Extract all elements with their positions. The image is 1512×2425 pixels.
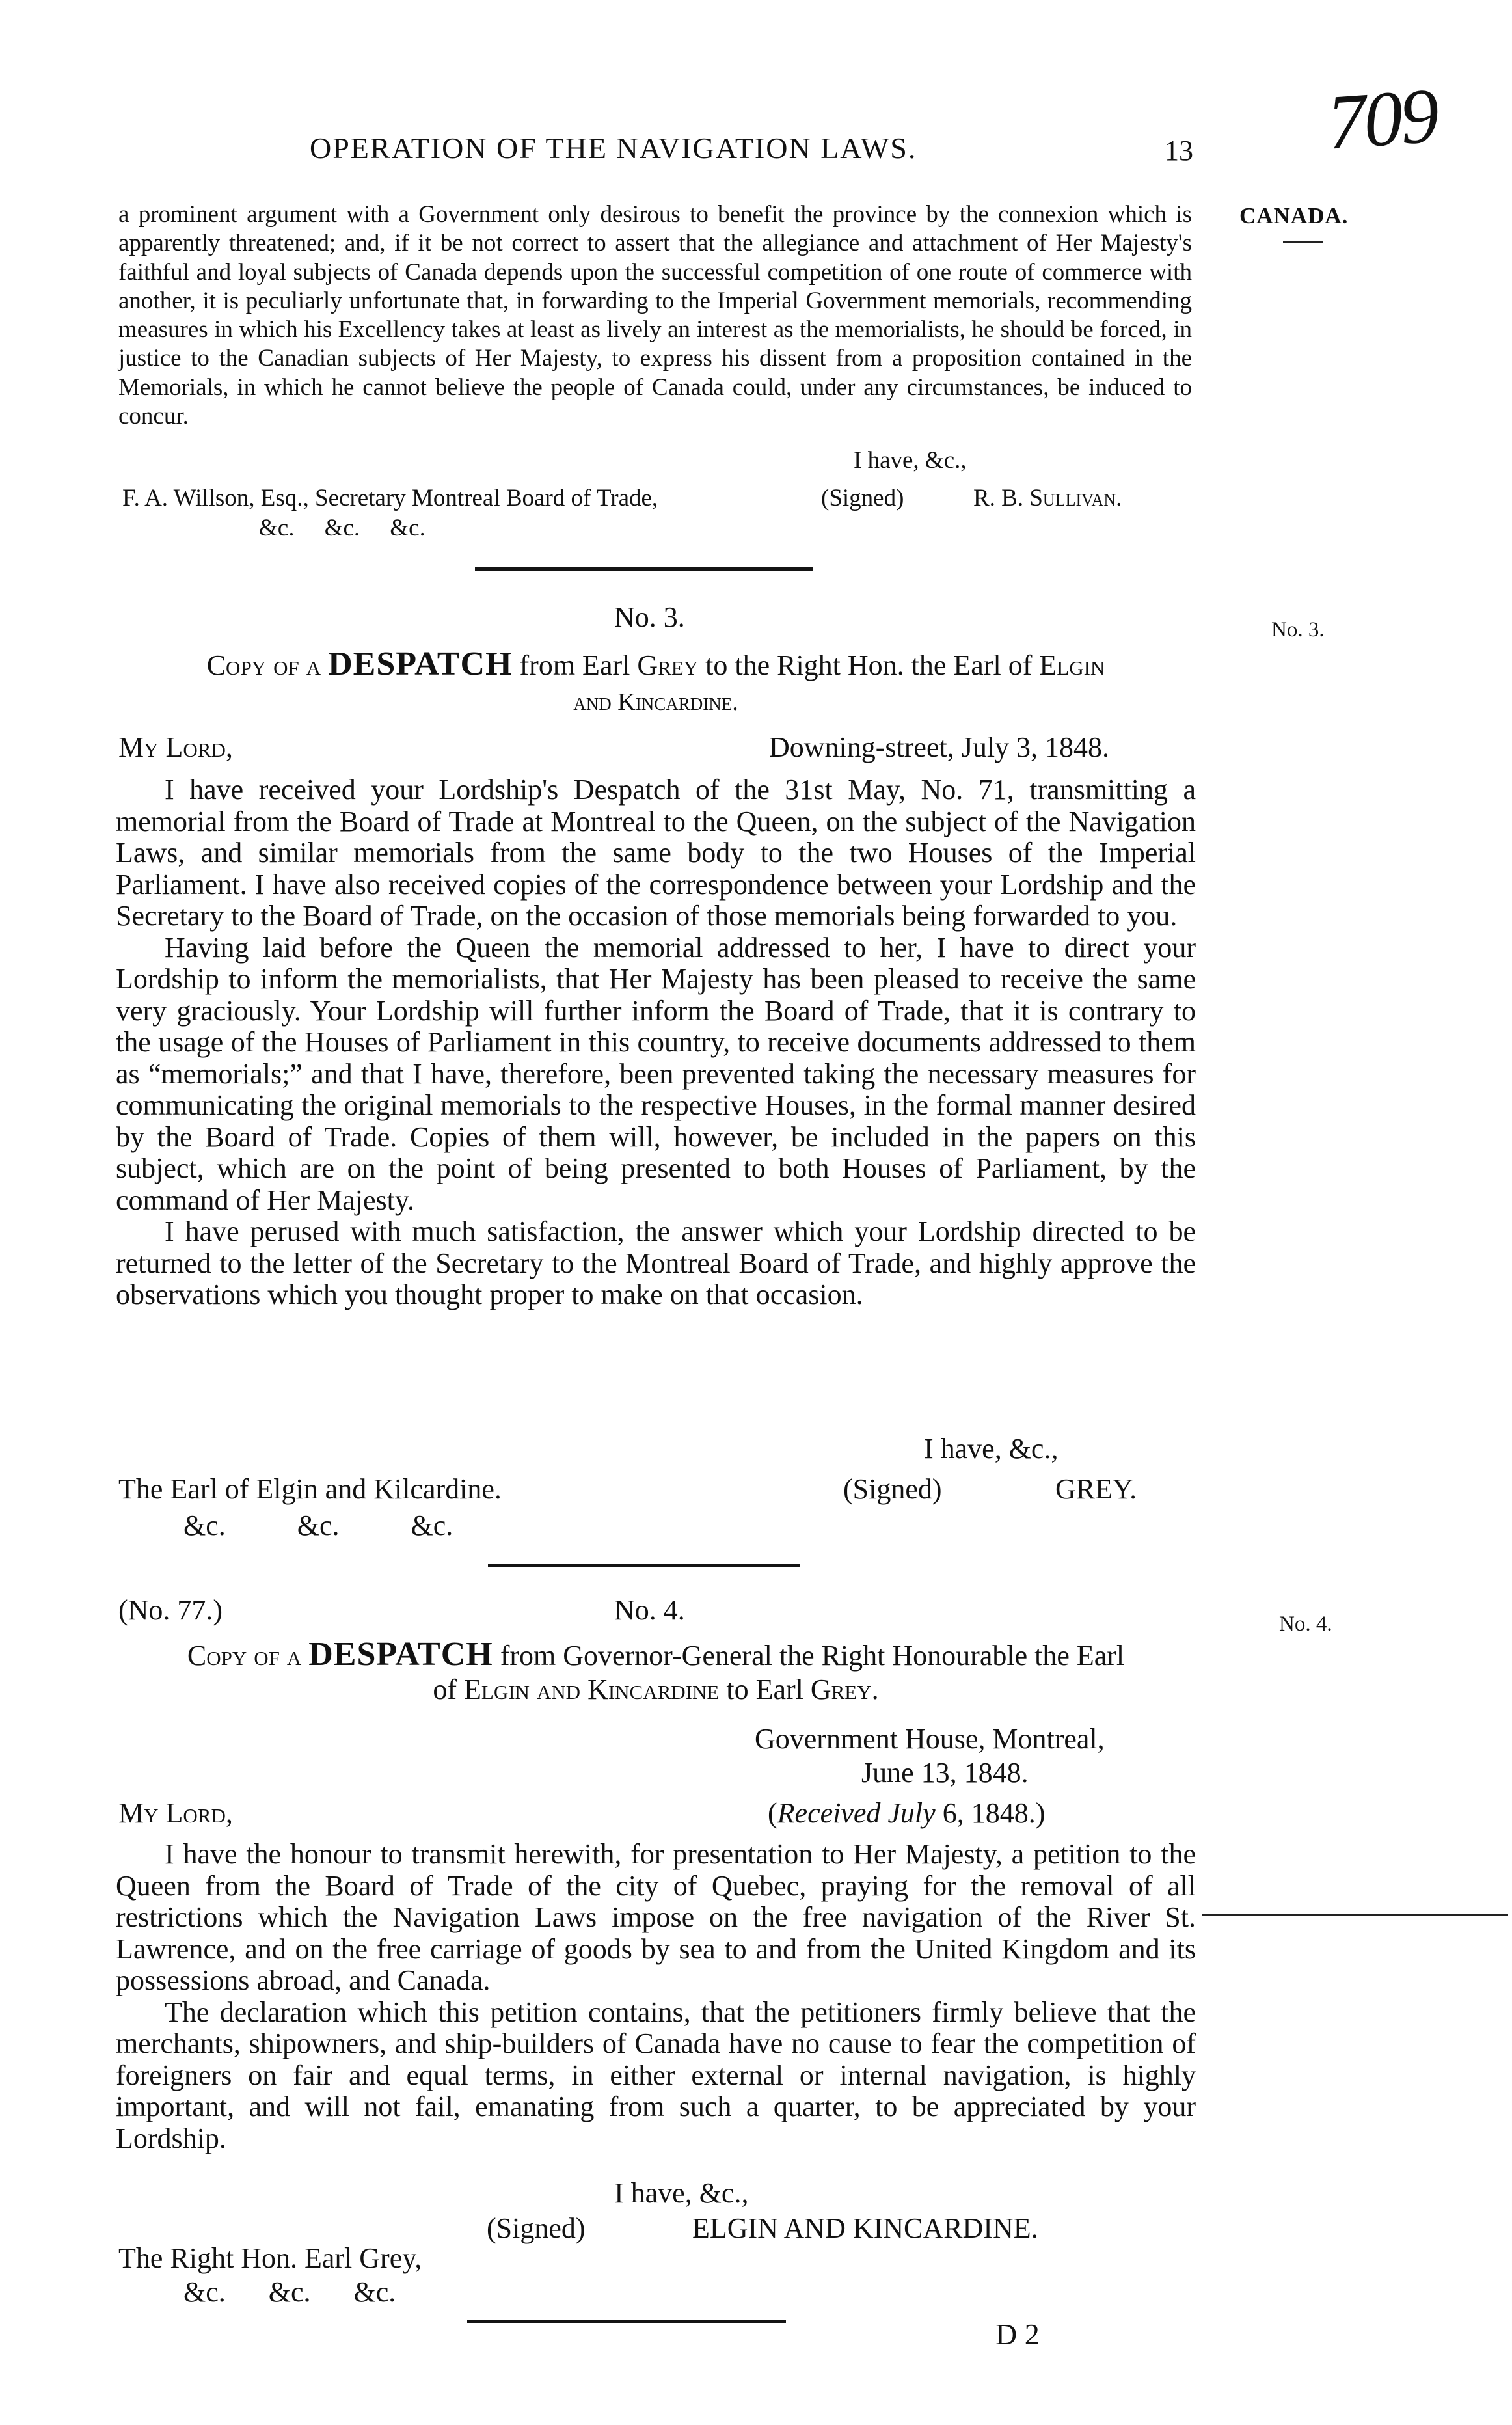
previous-letter-etc: &c. &c. &c. [259, 515, 425, 541]
place-date: Downing-street, July 3, 1848. [769, 731, 1110, 763]
previous-letter-signed: (Signed) [821, 485, 904, 511]
title-elgin: Elgin [1039, 649, 1105, 681]
margin-long-rule [1202, 1914, 1508, 1916]
salutation: My Lord, [118, 731, 233, 763]
previous-letter-closing: I have, &c., [854, 447, 967, 474]
despatch-reference: (No. 77.) [118, 1594, 223, 1626]
margin-note-no4: No. 4. [1279, 1612, 1332, 1636]
body-paragraph: Having laid before the Queen the memorial addressed to her, I have to direct your Lordship to inform the memorialists, that Her Majesty has been pleased to receive the same very graciously. Your Lordship will further inform the Board of Trade, that it is contrary to the usage of the Houses of Parliament in this country, to receive documents addressed to them as “memorials;” and that I have, therefore, been prevented taking the necessary measures for communicating the original memorials to the respective Houses, in the formal manner desired by the Board of Trade. Copies of them will, however, be included in the papers on this subject, which are on the point of being presented to both Houses of Parliament, by the command of Her Majesty. [116, 931, 1196, 1216]
received-rest: 6, 1848.) [942, 1797, 1046, 1829]
previous-letter-paragraph [118, 200, 1192, 431]
title-rest: from Governor-General the Right Honourable the Earl [500, 1640, 1125, 1672]
addressee: The Earl of Elgin and Kilcardine. [118, 1473, 502, 1505]
section-rule [467, 2320, 786, 2323]
handwritten-folio-number: 709 [1324, 72, 1440, 166]
title-grey: Grey [637, 649, 699, 681]
place: Government House, Montreal, [755, 1723, 1105, 1755]
signatory: GREY. [1055, 1473, 1137, 1505]
despatch-title-line2 [116, 1673, 1196, 1706]
margin-dash [1283, 241, 1323, 243]
previous-letter-signatory: R. B. Sullivan. [973, 485, 1122, 511]
received-italic: Received July [777, 1797, 936, 1829]
margin-note-canada: CANADA. [1239, 203, 1349, 228]
despatch-title [116, 1638, 1196, 1672]
despatch-title-line2: and Kincardine. [573, 688, 738, 716]
title-despatch: DESPATCH [328, 645, 513, 683]
title-of: of [433, 1673, 457, 1705]
despatch-body [116, 774, 1196, 1311]
closing: I have, &c., [614, 2177, 749, 2209]
received-note [768, 1797, 1045, 1830]
page-number: 13 [1165, 135, 1193, 167]
signature-mark: D 2 [995, 2318, 1040, 2351]
margin-note-no3: No. 3. [1271, 618, 1325, 642]
body-paragraph: The declaration which this petition contains, that the petitioners firmly believe that the merchants, shipowners, and ship-builders of Canada have no cause to fear the competition of foreigners on fair and equal terms, in either external or internal navigation, is highly important, and will not fail, emanating from such a quarter, to be appreciated by your Lordship. [116, 1996, 1196, 2154]
signed-label: (Signed) [843, 1473, 942, 1505]
title-to: to Earl [726, 1673, 803, 1705]
title-prefix: Copy of a [187, 1640, 302, 1672]
addressee: The Right Hon. Earl Grey, [118, 2242, 422, 2274]
addressee-etc: &c. &c. &c. [183, 2276, 396, 2308]
title-to: to the Right Hon. the Earl of [705, 649, 1033, 681]
section-rule [475, 567, 813, 571]
despatch-body [116, 1839, 1196, 2154]
body-paragraph: I have received your Lordship's Despatch of the 31st May, No. 71, transmitting a memorial from the Board of Trade at Montreal to the Queen, on the subject of the Navigation Laws, and similar memorials from the same body to the two Houses of the Imperial Parliament. I have also received copies of the correspondence between your Lordship and the Secretary to the Board of Trade, on the occasion of those memorials being forwarded to you. [116, 774, 1196, 932]
section-rule [488, 1564, 800, 1567]
title-despatch: DESPATCH [308, 1636, 493, 1673]
salutation: My Lord, [118, 1797, 233, 1829]
despatch-number: No. 4. [614, 1594, 685, 1626]
previous-letter-addressee: F. A. Willson, Esq., Secretary Montreal Board of Trade, [122, 485, 658, 511]
date: June 13, 1848. [861, 1757, 1029, 1789]
title-grey: Grey. [810, 1673, 879, 1705]
body-paragraph: I have perused with much satisfaction, the answer which your Lordship directed to be returned to the letter of the Secretary to the Montreal Board of Trade, and highly approve the observations which you thought proper to make on that occasion. [116, 1215, 1196, 1310]
body-paragraph: I have the honour to transmit herewith, for presentation to Her Majesty, a petition to the Queen from the Board of Trade of the city of Quebec, praying for the removal of all restrictions which the Navigation Laws impose on the free navigation of the River St. Lawrence, and on the free carriage of goods by sea to and from the United Kingdom and its possessions abroad, and Canada. [116, 1838, 1196, 1996]
title-from: from Earl [519, 649, 630, 681]
signatory: ELGIN AND KINCARDINE. [692, 2212, 1038, 2244]
addressee-etc: &c. &c. &c. [183, 1510, 453, 1541]
title-prefix: Copy of a [206, 649, 321, 681]
closing: I have, &c., [924, 1433, 1059, 1465]
signed-label: (Signed) [487, 2212, 586, 2244]
despatch-number: No. 3. [614, 601, 685, 633]
despatch-title [116, 645, 1196, 683]
received-open: ( [768, 1797, 777, 1829]
running-header-title: OPERATION OF THE NAVIGATION LAWS. [310, 131, 917, 165]
title-elgin: Elgin and Kincardine [464, 1673, 720, 1705]
previous-letter-text: a prominent argument with a Government only desirous to benefit the province by the connexion which is apparently threatened; and, if it be not correct to assert that the allegiance and attachment of Her Majesty's faithful and loyal subjects of Canada depends upon the successful competition of one route of commerce with another, it is peculiarly unfortunate that, in forwarding to the Imperial Government memorials, recommending measures in which his Excellency takes at least as lively an interest as the memorialists, he should be forced, in justice to the Canadian subjects of Her Majesty, to express his dissent from a proposition contained in the Memorials, in which he cannot believe the people of Canada could, under any circumstances, be induced to concur. [118, 201, 1192, 430]
